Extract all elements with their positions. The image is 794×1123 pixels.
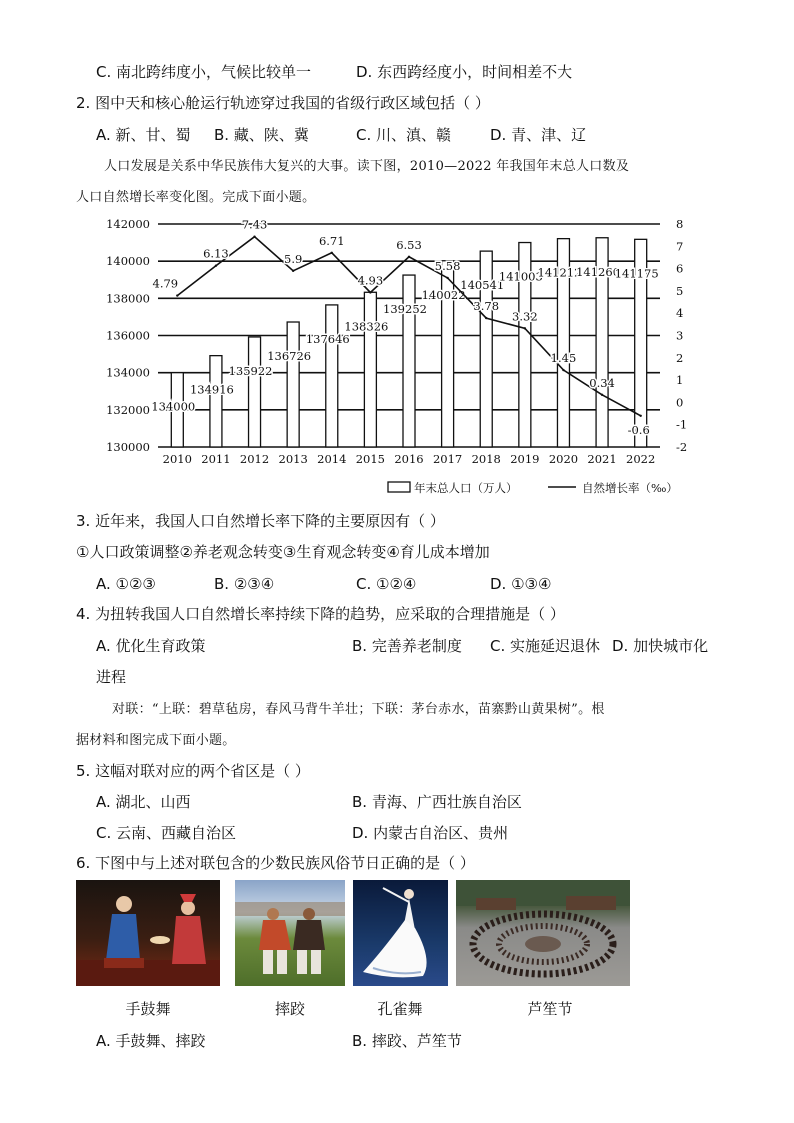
population-bar [403, 275, 415, 447]
population-bar-label: 136726 [267, 349, 312, 364]
q3-factors: ①人口政策调整②养老观念转变③生育观念转变④育儿成本增加 [76, 543, 490, 561]
growth-rate-point [639, 415, 641, 417]
q6-option-a: A. 手鼓舞、摔跤 [96, 1032, 206, 1050]
growth-rate-point [292, 270, 294, 272]
y2-tick-label: 7 [676, 239, 684, 254]
growth-rate-point [601, 394, 603, 396]
growth-rate-label: 0.34 [589, 375, 615, 390]
q5-option-a: A. 湖北、山西 [96, 793, 191, 811]
material-2-line-1: 对联：“上联：碧草毡房，春风马背牛羊壮；下联：茅台赤水，苗寨黔山黄果树”。根 [112, 702, 605, 717]
q3-option-c: C. ①②④ [356, 575, 417, 593]
y-tick-label: 136000 [106, 328, 150, 343]
growth-rate-label: 1.45 [550, 351, 577, 366]
population-bar [210, 356, 222, 447]
caption-lusheng-festival: 芦笙节 [527, 1000, 573, 1018]
q2-option-d: D. 青、津、辽 [490, 126, 587, 144]
y2-tick-label: 6 [676, 261, 684, 276]
y2-tick-label: 8 [676, 217, 684, 231]
x-tick-label: 2012 [239, 452, 270, 466]
x-tick-label: 2010 [162, 452, 192, 466]
q6-option-b: B. 摔跤、芦笙节 [352, 1032, 462, 1050]
growth-rate-label: 7.43 [241, 217, 268, 232]
population-bar [326, 305, 338, 447]
q4-option-d: D. 加快城市化 [612, 637, 709, 655]
x-tick-label: 2018 [471, 452, 501, 466]
growth-rate-label: 6.71 [318, 233, 345, 248]
growth-rate-point [331, 252, 333, 254]
caption-wrestling: 摔跤 [274, 1000, 305, 1018]
q4-option-d-continued: 进程 [96, 668, 127, 686]
population-bar-label: 140022 [421, 287, 466, 302]
y2-tick-label: 1 [676, 373, 684, 388]
y2-tick-label: -2 [676, 440, 688, 454]
q5-option-d: D. 内蒙古自治区、贵州 [352, 824, 509, 842]
q3-option-b: B. ②③④ [214, 575, 275, 593]
y-tick-label: 140000 [106, 254, 150, 269]
x-tick-label: 2020 [548, 452, 579, 466]
q5-option-b: B. 青海、广西壮族自治区 [352, 793, 522, 811]
growth-rate-point [485, 317, 487, 319]
population-bar-label: 139252 [383, 302, 427, 317]
growth-rate-point [562, 369, 564, 371]
q5-option-c: C. 云南、西藏自治区 [96, 824, 237, 842]
population-bar-label: 141260 [576, 264, 621, 279]
population-bar [249, 337, 261, 447]
y-tick-label: 130000 [106, 440, 150, 454]
growth-rate-point [408, 256, 410, 258]
y2-tick-label: 4 [676, 306, 684, 321]
x-tick-label: 2016 [394, 452, 424, 466]
q2-option-b: B. 藏、陕、冀 [214, 126, 309, 144]
q1-option-c: C. 南北跨纬度小，气候比较单一 [96, 63, 312, 81]
population-bar-label: 134000 [151, 399, 196, 414]
growth-rate-label: 4.79 [152, 276, 179, 291]
caption-hand-drum-dance: 手鼓舞 [125, 1000, 171, 1018]
q2-stem: 2. 图中天和核心舱运行轨迹穿过我国的省级行政区域包括（ ） [76, 94, 490, 112]
legend-bar-swatch [388, 482, 410, 492]
x-tick-label: 2019 [510, 452, 540, 466]
y-tick-label: 142000 [106, 217, 150, 231]
growth-rate-point [215, 265, 217, 267]
photo-hand-drum-dance [76, 880, 220, 986]
y2-tick-label: 3 [676, 328, 684, 343]
y2-tick-label: 5 [676, 283, 684, 298]
q4-option-c: C. 实施延迟退休 [490, 637, 601, 655]
growth-rate-label: 3.78 [473, 299, 500, 314]
x-tick-label: 2022 [626, 452, 656, 466]
x-tick-label: 2011 [201, 452, 231, 466]
population-bar-label: 134916 [189, 382, 234, 397]
x-tick-label: 2017 [432, 452, 463, 466]
growth-rate-point [253, 236, 255, 238]
q5-stem: 5. 这幅对联对应的两个省区是（ ） [76, 762, 310, 780]
x-tick-label: 2014 [317, 452, 347, 466]
q4-option-b: B. 完善养老制度 [352, 637, 462, 655]
legend-bar-label: 年末总人口（万人） [414, 481, 518, 495]
x-tick-label: 2013 [278, 452, 308, 466]
population-bar-label: 138326 [344, 319, 389, 334]
growth-rate-label: 5.58 [434, 258, 461, 273]
y-tick-label: 138000 [106, 291, 150, 306]
growth-rate-point [446, 277, 448, 279]
q4-stem: 4. 为扭转我国人口自然增长率持续下降的趋势，应采取的合理措施是（ ） [76, 605, 565, 623]
y2-tick-label: -1 [676, 417, 688, 432]
population-bar-label: 135922 [228, 363, 273, 378]
population-bar-label: 141175 [614, 266, 659, 281]
caption-peacock-dance: 孔雀舞 [377, 1000, 423, 1018]
y2-tick-label: 0 [676, 395, 684, 410]
growth-rate-label: 5.9 [284, 251, 303, 266]
photo-lusheng-festival [456, 880, 630, 986]
growth-rate-point [176, 294, 178, 296]
legend-line-label: 自然增长率（‰） [582, 481, 678, 495]
population-bar-label: 140541 [460, 278, 505, 293]
y2-tick-label: 2 [676, 350, 684, 365]
q2-option-a: A. 新、甘、蜀 [96, 126, 191, 144]
y-tick-label: 132000 [106, 402, 150, 417]
growth-rate-point [524, 327, 526, 329]
material-1-line-1: 人口发展是关系中华民族伟大复兴的大事。读下图，2010—2022 年我国年末总人口数及 [104, 159, 630, 174]
photo-wrestling [235, 880, 345, 986]
population-bar-label: 137646 [305, 331, 350, 346]
photo-peacock-dance [353, 880, 448, 986]
x-tick-label: 2021 [587, 452, 617, 466]
population-bar [287, 322, 299, 447]
q6-stem: 6. 下图中与上述对联包含的少数民族风俗节日正确的是（ ） [76, 854, 475, 872]
population-bar [364, 292, 376, 447]
q3-stem: 3. 近年来，我国人口自然增长率下降的主要原因有（ ） [76, 512, 445, 530]
population-bar-label: 141212 [537, 265, 582, 280]
material-2-line-2: 据材料和图完成下面小题。 [76, 733, 236, 748]
q1-option-d: D. 东西跨经度小，时间相差不大 [356, 63, 573, 81]
q4-option-a: A. 优化生育政策 [96, 637, 206, 655]
q2-option-c: C. 川、滇、赣 [356, 126, 452, 144]
q3-option-a: A. ①②③ [96, 575, 156, 593]
x-tick-label: 2015 [355, 452, 386, 466]
growth-rate-label: 6.13 [203, 246, 229, 261]
growth-rate-point [369, 291, 371, 293]
population-bar-label: 141003 [498, 269, 543, 284]
population-chart [88, 210, 708, 500]
growth-rate-label: 3.32 [512, 309, 538, 324]
y-tick-label: 134000 [106, 365, 150, 380]
growth-rate-label: 4.93 [357, 273, 384, 288]
material-1-line-2: 人口自然增长率变化图。完成下面小题。 [76, 190, 316, 205]
growth-rate-label: -0.6 [627, 422, 650, 437]
growth-rate-label: 6.53 [396, 237, 422, 252]
q3-option-d: D. ①③④ [490, 575, 552, 593]
